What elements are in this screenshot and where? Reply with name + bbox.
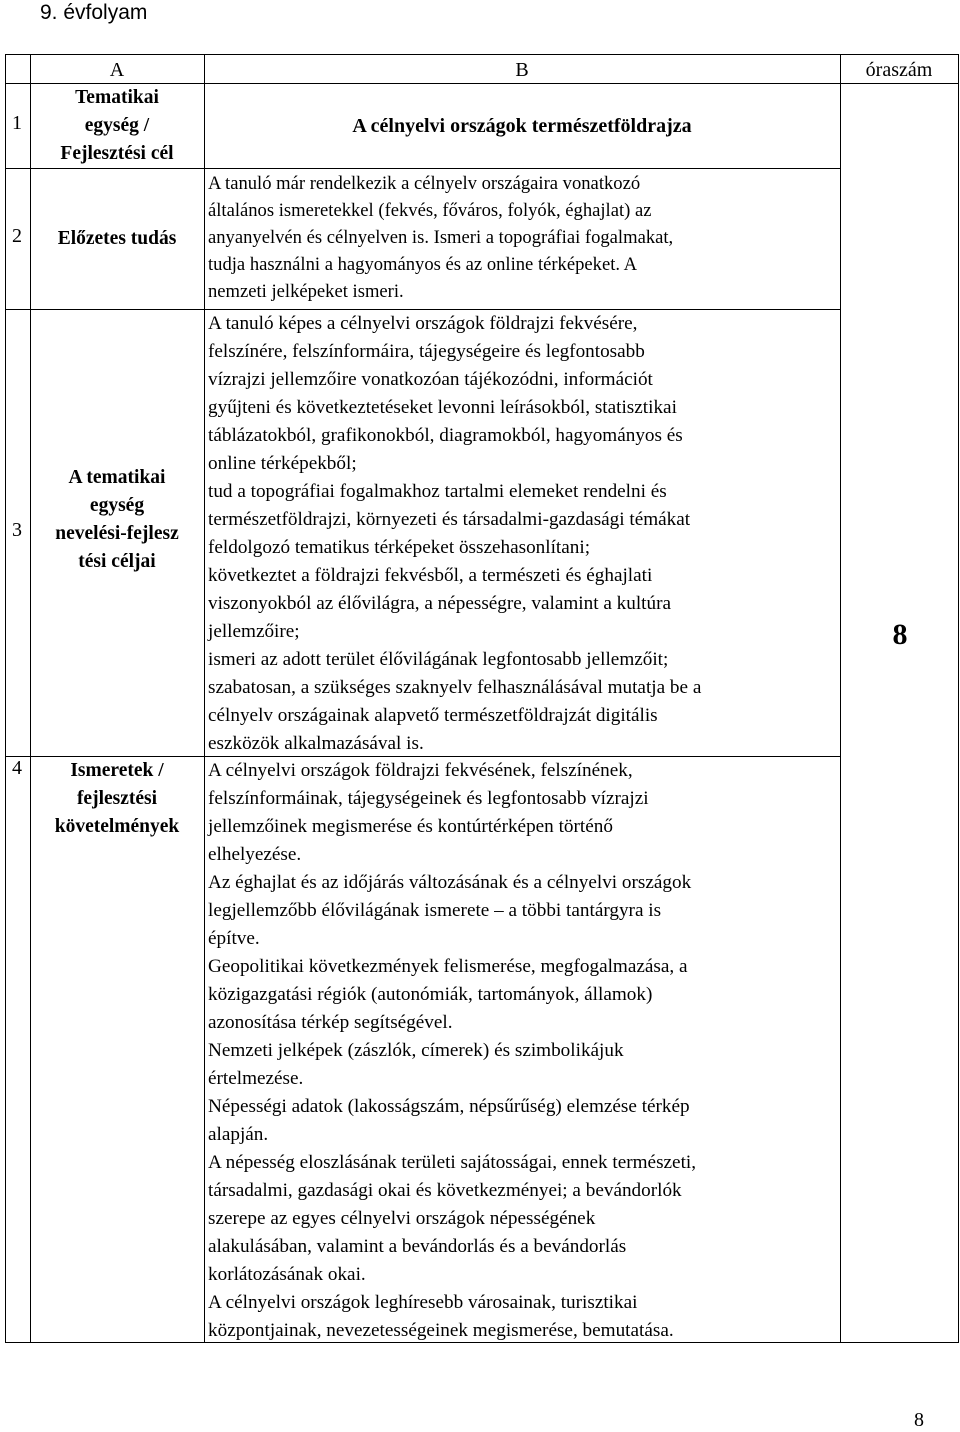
row-label-line: A tematikai — [68, 467, 166, 488]
text-line: A népesség eloszlásának területi sajátosságai, ennek természeti, — [208, 1152, 697, 1173]
unit-title: A célnyelvi országok természetföldrajza — [352, 115, 692, 137]
text-line: Geopolitikai következmények felismerése, megfogalmazása, a — [208, 956, 688, 977]
text-line: szerepe az egyes célnyelvi országok népességének — [208, 1208, 596, 1229]
text-line: felszínére, felszínformáira, tájegységeire és legfontosabb — [208, 341, 645, 362]
row-label-line: Tematikai — [75, 87, 159, 108]
table-right-border — [958, 54, 959, 1343]
text-line: felszínformáinak, tájegységeinek és legfontosabb vízrajzi — [208, 788, 649, 809]
row-label-line: Előzetes tudás — [57, 228, 177, 249]
text-line: online térképekből; — [208, 453, 357, 474]
text-line: feldolgozó tematikus térképeket összehasonlítani; — [208, 537, 591, 558]
hours-value: 8 — [892, 618, 908, 651]
text-line: ismeri az adott terület élővilágának legfontosabb jellemzőit; — [208, 649, 669, 670]
text-line: gyűjteni és következtetéseket levonni leírásokból, statisztikai — [208, 397, 677, 418]
text-line: viszonyokból az élővilágra, a népességre, valamint a kultúra — [208, 593, 672, 614]
text-line: elhelyezése. — [208, 844, 302, 865]
text-line: korlátozásának okai. — [208, 1264, 366, 1285]
row-label — [30, 464, 204, 576]
text-line: legjellemzőbb élővilágának ismerete – a többi tantárgyra is — [208, 900, 662, 921]
text-line: jellemzőinek megismerése és kontúrtérképen történő — [208, 816, 613, 837]
text-line: A célnyelvi országok földrajzi fekvésének, felszínének, — [208, 760, 633, 781]
text-line: nemzeti jelképeket ismeri. — [208, 281, 404, 302]
text-line: azonosítása térkép segítségével. — [208, 1012, 453, 1033]
prior-knowledge-text — [208, 170, 840, 305]
header-col-a: A — [109, 59, 125, 81]
text-line: eszközök alkalmazásával is. — [208, 733, 424, 754]
text-line: építve. — [208, 928, 260, 949]
row-label-line: Ismeretek / — [70, 760, 164, 781]
col-divider-b — [840, 54, 841, 1343]
text-line: központjainak, nevezetességeinek megismerése, bemutatása. — [208, 1320, 674, 1341]
text-line: A tanuló már rendelkezik a célnyelv országaira vonatkozó — [208, 173, 641, 194]
text-line: tud a topográfiai fogalmakhoz tartalmi elemeket rendelni és — [208, 481, 667, 502]
row-label — [30, 757, 204, 841]
page-number: 8 — [914, 1409, 924, 1431]
col-divider-a — [204, 54, 205, 1343]
goals-text — [208, 310, 840, 758]
header-col-hours: óraszám — [865, 59, 933, 81]
text-line: tudja használni a hagyományos és az online térképeket. A — [208, 254, 638, 275]
text-line: anyanyelvén és célnyelven is. Ismeri a topográfiai fogalmakat, — [208, 227, 674, 248]
header-col-b: B — [515, 59, 529, 81]
text-line: társadalmi, gazdasági okai és következményei; a bevándorlók — [208, 1180, 682, 1201]
requirements-text — [208, 757, 840, 1345]
text-line: szabatosan, a szükséges szaknyelv felhasználásával mutatja be a — [208, 677, 702, 698]
text-line: A tanuló képes a célnyelvi országok földrajzi fekvésére, — [208, 313, 638, 334]
row-number: 3 — [12, 519, 22, 541]
text-line: alapján. — [208, 1124, 269, 1145]
row-number: 4 — [12, 757, 22, 779]
text-line: alakulásában, valamint a bevándorlás és a bevándorlás — [208, 1236, 627, 1257]
text-line: közigazgatási régiók (autonómiák, tartományok, államok) — [208, 984, 653, 1005]
text-line: táblázatokból, grafikonokból, diagramokból, hagyományos és — [208, 425, 683, 446]
row-label-line: egység — [89, 495, 145, 516]
text-line: Az éghajlat és az időjárás változásának és a célnyelvi országok — [208, 872, 692, 893]
text-line: vízrajzi jellemzőire vonatkozóan tájékozódni, információt — [208, 369, 653, 390]
text-line: értelmezése. — [208, 1068, 304, 1089]
text-line: következtet a földrajzi fekvésből, a természeti és éghajlati — [208, 565, 653, 586]
row-label-line: tési céljai — [78, 551, 156, 572]
row-label-line: fejlesztési — [76, 788, 158, 809]
row-label — [30, 225, 204, 253]
row-label-line: egység / — [84, 115, 150, 136]
row-number: 2 — [12, 225, 22, 247]
text-line: célnyelv országainak alapvető természetföldrajzát digitális — [208, 705, 658, 726]
row-label-line: nevelési-fejlesz — [55, 523, 179, 544]
text-line: jellemzőire; — [208, 621, 300, 642]
row-label-line: Fejlesztési cél — [60, 143, 174, 164]
table-top-border — [5, 54, 959, 55]
text-line: Népességi adatok (lakosságszám, népsűrűség) elemzése térkép — [208, 1096, 690, 1117]
text-line: Nemzeti jelképek (zászlók, címerek) és szimbolikájuk — [208, 1040, 624, 1061]
text-line: természetföldrajzi, környezeti és társadalmi-gazdasági témákat — [208, 509, 691, 530]
row1-divider — [5, 168, 841, 169]
row-label — [30, 84, 204, 168]
row-label-line: követelmények — [54, 816, 180, 837]
grade-title: 9. évfolyam — [40, 1, 148, 24]
text-line: A célnyelvi országok leghíresebb városainak, turisztikai — [208, 1292, 638, 1313]
row-number: 1 — [12, 112, 22, 134]
text-line: általános ismeretekkel (fekvés, főváros, folyók, éghajlat) az — [208, 200, 652, 221]
